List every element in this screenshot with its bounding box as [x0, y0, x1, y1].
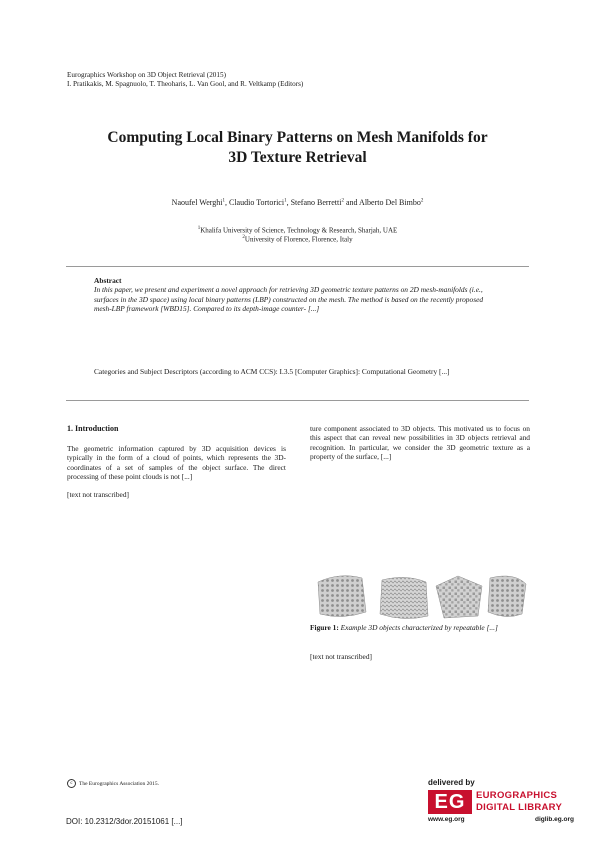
figure-caption-text: Example 3D objects characterized by repeatable [...]	[340, 623, 498, 632]
doi-text: DOI: 10.2312/3dor.20151061 [...]	[66, 817, 183, 826]
affiliation-2	[40, 233, 555, 244]
conference-line: Eurographics Workshop on 3D Object Retrieval (2015)	[67, 71, 226, 79]
textured-object-3	[436, 576, 482, 618]
title-line-1: Computing Local Binary Patterns on Mesh Manifolds for	[107, 129, 488, 146]
divider	[66, 400, 529, 401]
diglib-url-link[interactable]: diglib.eg.org	[535, 816, 574, 823]
abstract	[94, 276, 501, 313]
author-affil-mark: 1	[284, 198, 287, 204]
author-affil-mark: 2	[420, 198, 424, 204]
paragraph: [text not transcribed]	[67, 490, 129, 500]
author-affil-mark: 2	[341, 198, 344, 204]
author-name: and Alberto Del Bimbo	[343, 198, 421, 207]
divider	[66, 266, 529, 267]
section-heading: 1. Introduction	[67, 424, 119, 433]
affil-mark: 2	[242, 235, 245, 240]
eg-logo-icon: EG	[428, 790, 472, 814]
right-column-continued	[310, 652, 530, 661]
figure-caption	[310, 623, 530, 632]
abstract-body: In this paper, we present and experiment a novel approach for retrieving 3D geometric texture patterns on 2D mesh-manifolds (i.e., surfaces in the 3D space) using local binary patterns (LBP) constructed on the mesh. The method is based on the recently proposed mesh-LBP framework [WBD15]. Compared to its depth-image counter- [...]	[94, 285, 484, 313]
affiliation-text: University of Florence, Florence, Italy	[244, 235, 353, 244]
digital-library-wordmark: DIGITAL LIBRARY	[476, 802, 563, 813]
figure-1-image	[310, 568, 530, 622]
textured-object-4	[488, 576, 526, 617]
copyright-notice	[67, 779, 159, 788]
title-line-2: 3D Texture Retrieval	[228, 149, 367, 166]
eg-url-link[interactable]: www.eg.org	[428, 816, 465, 823]
author-list	[40, 198, 555, 207]
abstract-heading: Abstract	[94, 276, 122, 285]
textured-object-1	[318, 576, 366, 617]
textured-object-2	[380, 577, 428, 618]
right-column	[310, 424, 530, 461]
affil-mark: 1	[197, 226, 201, 231]
copyright-icon: c	[67, 779, 76, 788]
author-affil-mark: 1	[222, 198, 225, 204]
affiliation-text: Khalifa University of Science, Technology & Research, Sharjah, UAE	[200, 226, 398, 235]
eg-digital-library-badge[interactable]	[426, 778, 578, 828]
left-column	[67, 444, 286, 499]
paragraph: The geometric information captured by 3D acquisition devices is typically in the form of a cloud of points, which represents the 3D-coordinates of a set of samples of the object surface. The direct processing of these point clouds is not [...]	[67, 444, 286, 481]
editors-line: I. Pratikakis, M. Spagnuolo, T. Theoharis, L. Van Gool, and R. Veltkamp (Editors)	[67, 80, 304, 88]
author-name: , Claudio Tortorici	[225, 198, 285, 207]
paragraph: ture component associated to 3D objects. This motivated us to focus on this aspect that can reveal new possibilities in 3D objects retrieval and recognition. In particular, we consider the 3D geometric texture as a property of the surface, [...]	[310, 424, 530, 461]
subject-descriptors: Categories and Subject Descriptors (according to ACM CCS): I.3.5 [Computer Graphics]: Computational Geometry [...]	[94, 367, 450, 376]
figure-label: Figure 1:	[310, 623, 339, 632]
copyright-text: The Eurographics Association 2015.	[79, 780, 160, 787]
delivered-by-label: delivered by	[428, 778, 475, 787]
paragraph: [text not transcribed]	[310, 652, 372, 661]
eurographics-wordmark: EUROGRAPHICS	[476, 790, 558, 801]
author-name: Naoufel Werghi	[171, 198, 223, 207]
author-name: , Stefano Berretti	[286, 198, 342, 207]
paper-title	[60, 128, 535, 168]
